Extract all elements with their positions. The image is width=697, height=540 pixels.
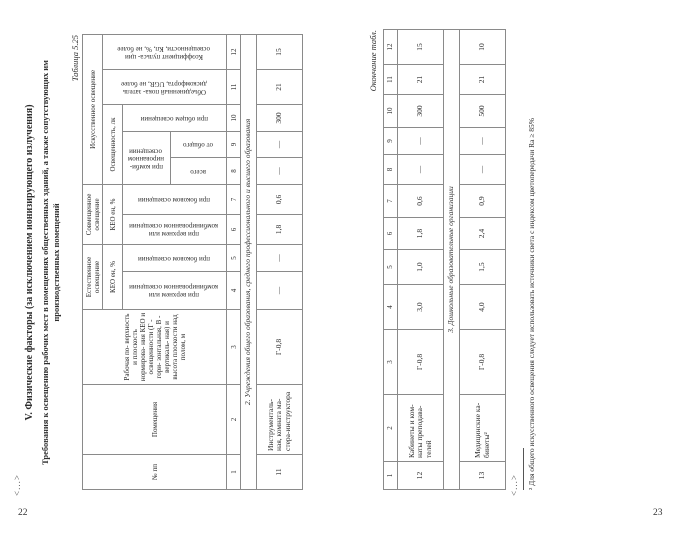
section-row-3: 3. Дошкольные образовательные организации	[444, 30, 460, 490]
cell: 1,8	[257, 214, 303, 244]
cell: 21	[460, 65, 506, 95]
section-row-2: 2. Учреждения общего образования, среднего профессионального и высшего образования	[241, 34, 257, 489]
cell: —	[460, 128, 506, 155]
footnote-text: ² Для общего искусственного освещения следует использовать источники света с индексом цветопередачи Rа ≥ 85%	[527, 117, 536, 490]
header-keo-natural: КЕО ен, %	[103, 244, 123, 309]
cell: 0,9	[460, 185, 506, 218]
table-row	[257, 34, 303, 489]
header-work-surface: Рабочая по- верхность и плоскость нормирова- ния КЕО и освещенности (Г - гори- зонтальная, В - вертикаль- ная) и высота плоскости над полом, м	[83, 310, 227, 385]
col-num: 3	[384, 330, 398, 395]
header-total: всего	[171, 157, 227, 184]
header-with-general: при общем освещении	[123, 104, 227, 131]
row-name: Кабинеты и ком- наты преподава- телей	[398, 395, 444, 462]
cell: 15	[398, 30, 444, 65]
col-num: 9	[227, 131, 241, 157]
cell: —	[257, 272, 303, 310]
section-subtitle: Требования к освещению рабочих мест в помещениях общественных зданий, а также сопутствующих им производственных помещений	[40, 60, 61, 465]
page-number-right: 23	[653, 508, 663, 518]
cell: 1,0	[398, 250, 444, 285]
cell: —	[257, 157, 303, 184]
lighting-requirements-table-continued	[383, 29, 506, 490]
header-natural-light: Естественное освещение	[83, 244, 103, 309]
col-num: 11	[227, 69, 241, 104]
row-surface: Г-0,8	[460, 330, 506, 395]
rotated-content-right	[358, 0, 695, 540]
col-num: 8	[384, 155, 398, 185]
cell: 2,4	[460, 218, 506, 250]
header-num: № пп	[83, 455, 227, 490]
table-caption: Таблица 5.25	[70, 35, 81, 82]
cell: 0,6	[257, 184, 303, 214]
col-num: 1	[227, 455, 241, 490]
table-row	[460, 30, 506, 490]
cell: 15	[257, 34, 303, 69]
col-num: 3	[227, 310, 241, 385]
cell: 1,5	[460, 250, 506, 285]
cell: 21	[398, 65, 444, 95]
header-keo-combined: КЕО ен, %	[103, 184, 123, 244]
col-num: 7	[384, 185, 398, 218]
row-name: Медицинские ка- бинеты²	[460, 395, 506, 462]
header-combined-mode-light: Совмещенное освещение	[83, 184, 103, 244]
col-num: 6	[384, 218, 398, 250]
lighting-requirements-table	[82, 34, 303, 490]
col-num: 8	[227, 157, 241, 184]
page-number-left: 22	[18, 508, 28, 518]
header-side-natural: при боковом освещении	[123, 244, 227, 271]
col-num: 2	[227, 385, 241, 455]
row-num: 12	[398, 462, 444, 490]
cell: —	[257, 131, 303, 157]
footnote-divider	[523, 448, 524, 490]
col-num: 10	[227, 104, 241, 131]
cell: —	[398, 128, 444, 155]
excerpt-mark-right: <...>	[509, 474, 519, 496]
col-num: 12	[384, 30, 398, 65]
cell: 500	[460, 95, 506, 128]
col-num: 7	[227, 184, 241, 214]
col-num: 4	[384, 285, 398, 330]
col-num: 11	[384, 65, 398, 95]
cell: 300	[257, 104, 303, 131]
continuation-label: Окончание табл.	[368, 30, 378, 92]
chapter-title: V. Физические факторы (за исключением ионизирующего излучения)	[24, 104, 35, 421]
col-num: 10	[384, 95, 398, 128]
col-num: 12	[227, 34, 241, 69]
cell: 1,8	[398, 218, 444, 250]
cell: 0,6	[398, 185, 444, 218]
header-with-combined: при комби- нированном освещении	[123, 131, 171, 184]
header-artificial-light: Искусственное освещение	[83, 34, 103, 184]
scanned-page-right	[358, 0, 697, 540]
cell: 3,0	[398, 285, 444, 330]
cell: —	[257, 244, 303, 271]
header-from-general: от общего	[171, 131, 227, 157]
cell: 10	[460, 30, 506, 65]
col-num: 6	[227, 214, 241, 244]
header-ugr: Объединенный пока- затель дискомфорта, UGR, не более	[103, 69, 227, 104]
cell: —	[398, 155, 444, 185]
col-num: 5	[384, 250, 398, 285]
header-upper-combined-mode: при верхнем или комбинированном освещении	[123, 214, 227, 244]
col-num: 9	[384, 128, 398, 155]
row-surface: Г-0,8	[398, 330, 444, 395]
col-num: 5	[227, 244, 241, 271]
row-surface: Г-0,8	[257, 310, 303, 385]
col-num: 2	[384, 395, 398, 462]
header-rooms: Помещения	[83, 385, 227, 455]
row-name: Инструменталь- ная, комната ма- стера-инструктора	[257, 385, 303, 455]
table-row	[398, 30, 444, 490]
cell: 300	[398, 95, 444, 128]
header-side-mode: при боковом освещении	[123, 184, 227, 214]
column-numbers-row	[384, 30, 398, 490]
header-pulsation: Коэффициент пульса- ции освещенности, Кп, %, не более	[103, 34, 227, 69]
cell: —	[460, 155, 506, 185]
cell: 21	[257, 69, 303, 104]
row-num: 13	[460, 462, 506, 490]
header-upper-combined-natural: при верхнем или комбинированном освещении	[123, 272, 227, 310]
header-illuminance: Освещенность, лк	[103, 104, 123, 184]
column-numbers-row	[227, 34, 241, 489]
excerpt-mark-left: <...>	[12, 474, 22, 496]
row-num: 11	[257, 455, 303, 490]
col-num: 1	[384, 462, 398, 490]
cell: 4,0	[460, 285, 506, 330]
col-num: 4	[227, 272, 241, 310]
